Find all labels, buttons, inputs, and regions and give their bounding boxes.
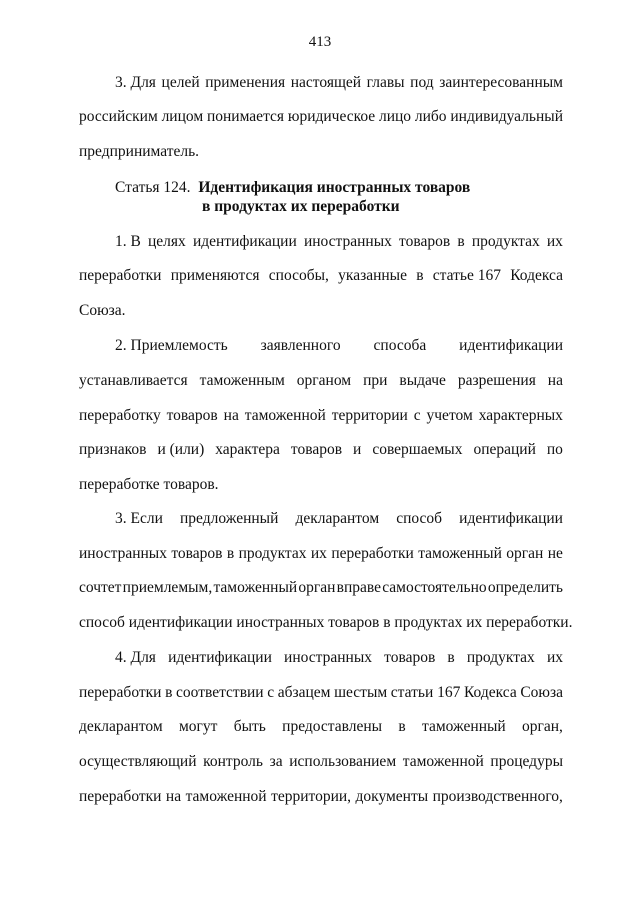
word: лицом (161, 108, 204, 125)
word: с (413, 407, 421, 424)
word: под (410, 74, 434, 91)
word: определить (487, 579, 563, 596)
word: идентификации (459, 337, 563, 354)
word: переработки (79, 267, 162, 284)
word: и (или) (157, 441, 205, 458)
word: на (547, 372, 563, 389)
word: российским (79, 108, 158, 125)
word: вправе (336, 579, 381, 596)
word: заинтересованным (439, 74, 563, 91)
word: способы, (268, 267, 329, 284)
word: самостоятельно (382, 579, 487, 596)
word: товаров (399, 233, 451, 250)
word: предложенный (179, 510, 279, 527)
word: абзацем (277, 684, 331, 701)
word: идентификации (168, 649, 272, 666)
word: декларантом (79, 718, 163, 735)
clause1-line-3: Союза. (79, 302, 126, 319)
word: документы (355, 788, 429, 805)
word: и (353, 441, 362, 458)
clause3-line-4: способ идентификации иностранных товаров в продуктах их переработки. (79, 614, 573, 631)
word: таможенным (199, 372, 285, 389)
word: идентификации (459, 510, 563, 527)
clause2-line-1 (115, 336, 563, 356)
word: применения (205, 74, 286, 91)
word: органом (296, 372, 352, 389)
word: переработки (331, 545, 414, 562)
word: территории, (271, 788, 352, 805)
word: за (269, 753, 283, 770)
word: не (547, 545, 563, 562)
clause3-line-3 (79, 578, 563, 598)
article-title-line-1: Идентификация иностранных товаров (198, 179, 471, 196)
word: способ (396, 510, 443, 527)
word: выдаче (399, 372, 446, 389)
clause2-line-2 (79, 371, 563, 391)
page-number: 413 (308, 34, 332, 50)
word: индивидуальный (450, 108, 563, 125)
word: их (310, 545, 327, 562)
para3-line-2 (79, 107, 563, 127)
word: характерных (478, 407, 563, 424)
word: 1. В (115, 233, 141, 250)
word: иностранных (79, 545, 167, 562)
word: таможенный (418, 545, 502, 562)
word: указанные (338, 267, 407, 284)
word: целей (161, 74, 200, 91)
word: признаков (79, 441, 147, 458)
clause2-line-4 (79, 440, 563, 460)
para3-line-1 (115, 73, 563, 93)
word: продуктах (471, 233, 540, 250)
word: на (165, 788, 182, 805)
word: способа (373, 337, 427, 354)
word: заявленного (260, 337, 341, 354)
word: переработку (79, 407, 161, 424)
word: идентификации (192, 233, 297, 250)
word: товаров (166, 407, 218, 424)
word: быть (233, 718, 266, 735)
word: товаров (384, 649, 436, 666)
word: лицо (378, 108, 412, 125)
word: целях (148, 233, 186, 250)
word: с (267, 684, 275, 701)
word: переработки (79, 684, 162, 701)
word: при (363, 372, 388, 389)
clause4-line-2 (79, 683, 563, 703)
word: таможенной (402, 753, 484, 770)
word: статьи 167 (390, 684, 461, 701)
clause2-line-3 (79, 406, 563, 426)
word: 3. Если (115, 510, 163, 527)
word: сочтет (79, 579, 122, 596)
word: в (165, 684, 173, 701)
clause4-line-1 (115, 648, 563, 668)
word: Кодекса (463, 684, 517, 701)
word: таможенный (213, 579, 298, 596)
word: соответствии (176, 684, 264, 701)
clause1-line-2 (79, 266, 563, 286)
word: юридическое (287, 108, 376, 125)
word: учетом (426, 407, 473, 424)
clause3-line-1 (115, 509, 563, 529)
article-label: Статья 124. (115, 179, 191, 196)
word: декларантом (295, 510, 380, 527)
article-heading (115, 178, 470, 198)
word: Союза (520, 684, 563, 701)
word: Кодекса (510, 267, 563, 284)
clause4-line-5 (79, 787, 563, 807)
clause4-line-4 (79, 752, 563, 772)
word: продуктах (466, 649, 535, 666)
clause3-line-2 (79, 544, 563, 564)
word: либо (414, 108, 447, 125)
clause4-line-3 (79, 717, 563, 737)
word: шестым (334, 684, 388, 701)
word: 4. Для (115, 649, 156, 666)
word: настоящей (290, 74, 362, 91)
word: предоставлены (282, 718, 383, 735)
word: орган (298, 579, 336, 596)
word: главы (366, 74, 405, 91)
word: совершаемых (372, 441, 463, 458)
word: применяются (170, 267, 260, 284)
word: таможенной (244, 407, 326, 424)
word: орган (506, 545, 544, 562)
word: территории (331, 407, 408, 424)
word: устанавливается (79, 372, 188, 389)
word: их (546, 233, 563, 250)
word: разрешения (457, 372, 536, 389)
word: контроль (203, 753, 263, 770)
word: характера (215, 441, 280, 458)
word: орган, (522, 718, 563, 735)
word: приемлемым, (122, 579, 213, 596)
word: осуществляющий (79, 753, 197, 770)
word: могут (178, 718, 218, 735)
word: 3. Для (115, 74, 156, 91)
word: продуктах (238, 545, 307, 562)
clause2-line-5: переработке товаров. (79, 476, 219, 493)
clause1-line-1 (115, 232, 563, 252)
word: в (447, 649, 455, 666)
word: иностранных (284, 649, 372, 666)
word: операций (473, 441, 536, 458)
word: процедуры (490, 753, 563, 770)
word: в (457, 233, 465, 250)
word: использованием (289, 753, 397, 770)
word: товаров (171, 545, 223, 562)
word: в (226, 545, 235, 562)
word: 2. Приемлемость (115, 337, 228, 354)
word: иностранных (303, 233, 392, 250)
word: таможенный (422, 718, 506, 735)
word: их (546, 649, 563, 666)
word: товаров (290, 441, 343, 458)
article-title-line-2: в продуктах их переработки (202, 198, 400, 215)
word: понимается (206, 108, 285, 125)
word: по (546, 441, 563, 458)
word: в (398, 718, 406, 735)
word: в (416, 267, 424, 284)
para3-line-3: предприниматель. (79, 143, 200, 160)
word: переработки (79, 788, 162, 805)
word: производственного, (432, 788, 563, 805)
word: статье 167 (432, 267, 501, 284)
word: на (223, 407, 239, 424)
word: таможенной (185, 788, 267, 805)
